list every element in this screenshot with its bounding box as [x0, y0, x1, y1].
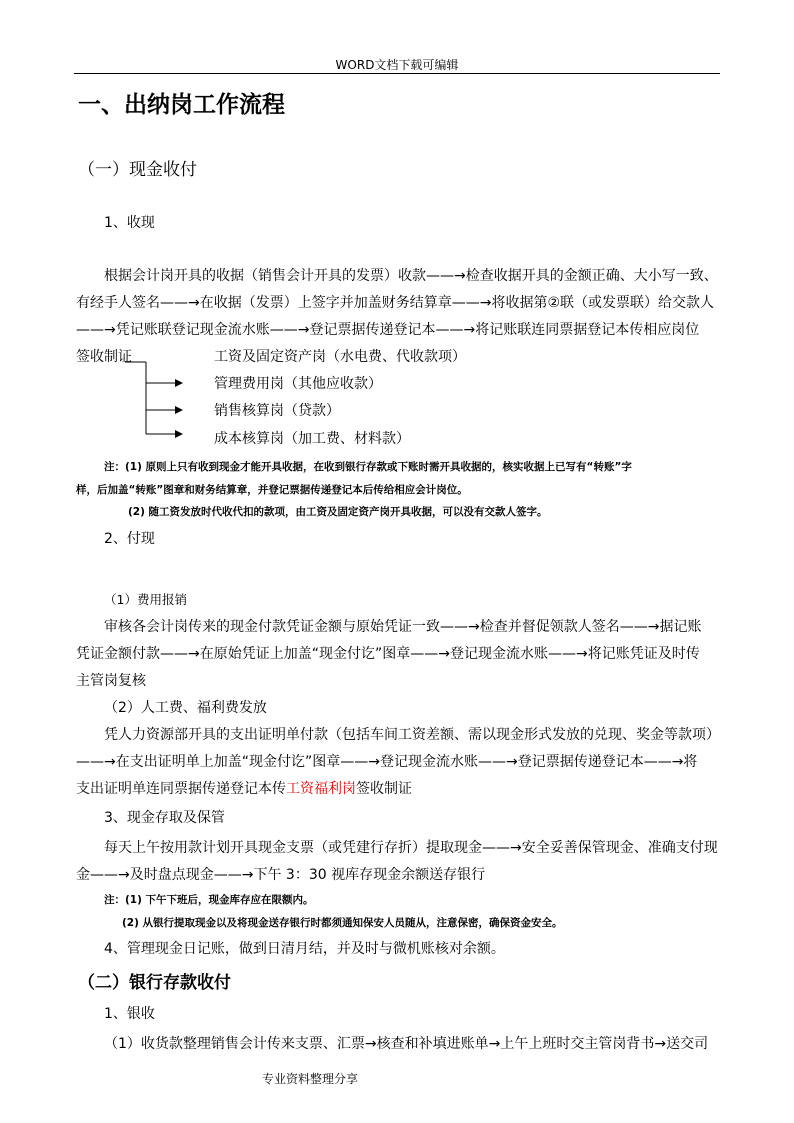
expense-line-2: 凭证金额付款——→在原始凭证上加盖“现金付讫”图章——→登记现金流水账——→将记账凭证及时传 [76, 646, 700, 662]
journal-line: 4、管理现金日记账，做到日清月结，并及时与微机账核对余额。 [104, 941, 505, 957]
wage-line-2: ——→在支出证明单上加盖“现金付讫”图章——→登记现金流水账——→登记票据传递登记本——→将 [76, 754, 698, 770]
receive-note-1b: 样，后加盖“转账”图章和财务结算章，并登记票据传递登记本后传给相应会计岗位。 [76, 484, 468, 496]
wage-line-3 [76, 778, 412, 798]
receive-line-2: 有经手人签名——→在收据（发票）上签字并加盖财务结算章——→将收据第②联（或发票联）给交款人 [76, 295, 715, 311]
receive-line-3: ——→凭记账联登记现金流水账——→登记票据传递登记本——→将记账联连同票据登记本传相应岗位 [76, 322, 700, 338]
branch-cost: 成本核算岗（加工费、材料款） [214, 431, 410, 447]
page-header: WORD文档下载可编辑 [335, 58, 459, 72]
expense-heading: （1）费用报销 [104, 592, 187, 607]
pay-heading: 2、付现 [104, 531, 155, 547]
expense-line-3: 主管岗复核 [76, 673, 146, 689]
wage-welfare-post: 工资福利岗 [286, 781, 356, 797]
bank-receive-heading: 1、银收 [104, 1006, 155, 1022]
wage-line-3-b: 签收制证 [356, 781, 412, 797]
branch-sales: 销售核算岗（贷款） [214, 403, 340, 419]
receive-heading: 1、收现 [104, 215, 155, 231]
storage-note-1: 注：(1) 下午下班后，现金库存应在限额内。 [104, 894, 314, 906]
expense-line-1: 审核各会计岗传来的现金付款凭证金额与原始凭证一致——→检查并督促领款人签名——→据记账 [104, 619, 702, 635]
storage-line-2: 金——→及时盘点现金——→下午 3：30 视库存现金余额送存银行 [76, 867, 486, 883]
wage-heading: （2）人工费、福利费发放 [104, 700, 267, 716]
storage-heading: 3、现金存取及保管 [104, 810, 225, 826]
storage-note-2: (2) 从银行提取现金以及将现金送存银行时都须通知保安人员随从，注意保密，确保资金安全。 [122, 917, 563, 929]
branch-admin-expense: 管理费用岗（其他应收款） [214, 376, 382, 392]
receive-line-1: 根据会计岗开具的收据（销售会计开具的发票）收款——→检查收据开具的金额正确、大小写一致、 [104, 268, 718, 284]
branch-wage-asset: 工资及固定资产岗（水电费、代收款项） [214, 349, 466, 365]
document-title: 一、出纳岗工作流程 [78, 91, 285, 118]
receive-note-2: (2) 随工资发放时代收代扣的款项，由工资及固定资产岗开具收据，可以没有交款人签字。 [128, 506, 548, 518]
storage-line-1: 每天上午按用款计划开具现金支票（或凭建行存折）提取现金——→安全妥善保管现金、准确支付现 [104, 840, 718, 856]
section-1-heading: （一）现金收付 [78, 160, 197, 180]
page-footer: 专业资料整理分享 [262, 1072, 359, 1086]
wage-line-3-a: 支出证明单连同票据传递登记本传 [76, 781, 286, 797]
receive-note-1a: 注：(1) 原则上只有收到现金才能开具收据，在收到银行存款或下账时需开具收据的，核实收据上已写有“转账”字 [104, 461, 632, 473]
section-2-heading: （二）银行存款收付 [78, 973, 231, 993]
receive-line-4: 签收制证 [76, 349, 132, 365]
wage-line-1: 凭人力资源部开具的支出证明单付款（包括车间工资差额、需以现金形式发放的兑现、奖金等款项） [104, 727, 720, 743]
bank-receive-line-1: （1）收货款整理销售会计传来支票、汇票→核查和补填进账单→上午上班时交主管岗背书→送交司 [104, 1036, 709, 1052]
